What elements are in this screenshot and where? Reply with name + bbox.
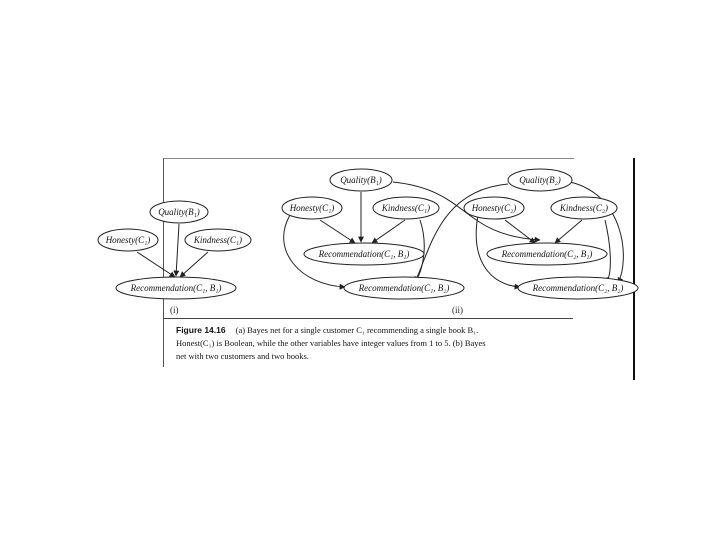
caption-text-2: Honest(C₁) is Boolean, while the other variables have integer values from 1 to 5. (b) Bayes — [176, 338, 486, 348]
node-label: Quality(B₁) — [158, 207, 200, 217]
edge-kindness-to-recommendation — [180, 252, 208, 277]
node-label: Recommendation(C₂, B₁) — [501, 249, 593, 259]
node-recommendation-c1-b1-a — [116, 277, 236, 299]
edge-honesty-to-recommendation — [137, 252, 175, 277]
node-rec-c2-b2-b — [518, 277, 638, 299]
node-honesty-c1-a — [98, 229, 158, 251]
edge-kindness-c1-to-rec-c1-b1 — [372, 220, 405, 243]
node-rec-c1-b1-b — [304, 243, 424, 265]
edge-honesty-c2-to-rec-c2-b1 — [505, 220, 535, 243]
node-label: Kindness(C₂) — [559, 203, 609, 213]
node-label: Recommendation(C₂, B₂) — [532, 283, 624, 293]
caption-text-3: net with two customers and two books. — [176, 351, 309, 361]
node-label: Kindness(C₁) — [193, 235, 243, 245]
caption-text-1: (a) Bayes net for a single customer C₁ recommending a single book B₁. — [235, 325, 479, 335]
figure-number: Figure 14.16 — [176, 325, 226, 335]
node-quality-b2-b — [508, 169, 572, 191]
node-label: Honesty(C₁) — [289, 203, 335, 213]
node-label: Recommendation(C₁, B₁) — [130, 283, 222, 293]
node-label: Quality(B₁) — [340, 175, 382, 185]
node-quality-b1-a — [150, 201, 208, 223]
node-kindness-c1-b — [373, 197, 439, 219]
panel-b-label: (ii) — [452, 305, 463, 315]
node-label: Quality(B₂) — [519, 175, 561, 185]
node-label: Recommendation(C₁, B₁) — [318, 249, 410, 259]
node-rec-c2-b1-b — [487, 243, 607, 265]
node-label: Honesty(C₁) — [105, 235, 151, 245]
caption-line-1 — [176, 324, 568, 337]
node-rec-c1-b2-b — [344, 277, 464, 299]
panel-a-label: (i) — [170, 305, 179, 315]
node-kindness-c1-a — [185, 229, 251, 251]
node-label: Recommendation(C₁, B₂) — [358, 283, 450, 293]
edge-quality-to-recommendation — [176, 224, 179, 276]
node-honesty-c2-b — [464, 197, 524, 219]
node-label: Kindness(C₁) — [381, 203, 431, 213]
figure-caption — [176, 324, 568, 363]
edge-honesty-c1-to-rec-c1-b1 — [320, 220, 355, 243]
node-quality-b1-b — [330, 169, 392, 191]
node-kindness-c2-b — [551, 197, 617, 219]
edge-kindness-c2-to-rec-c2-b1 — [555, 220, 582, 243]
node-label: Honesty(C₂) — [471, 203, 517, 213]
node-honesty-c1-b — [282, 197, 342, 219]
